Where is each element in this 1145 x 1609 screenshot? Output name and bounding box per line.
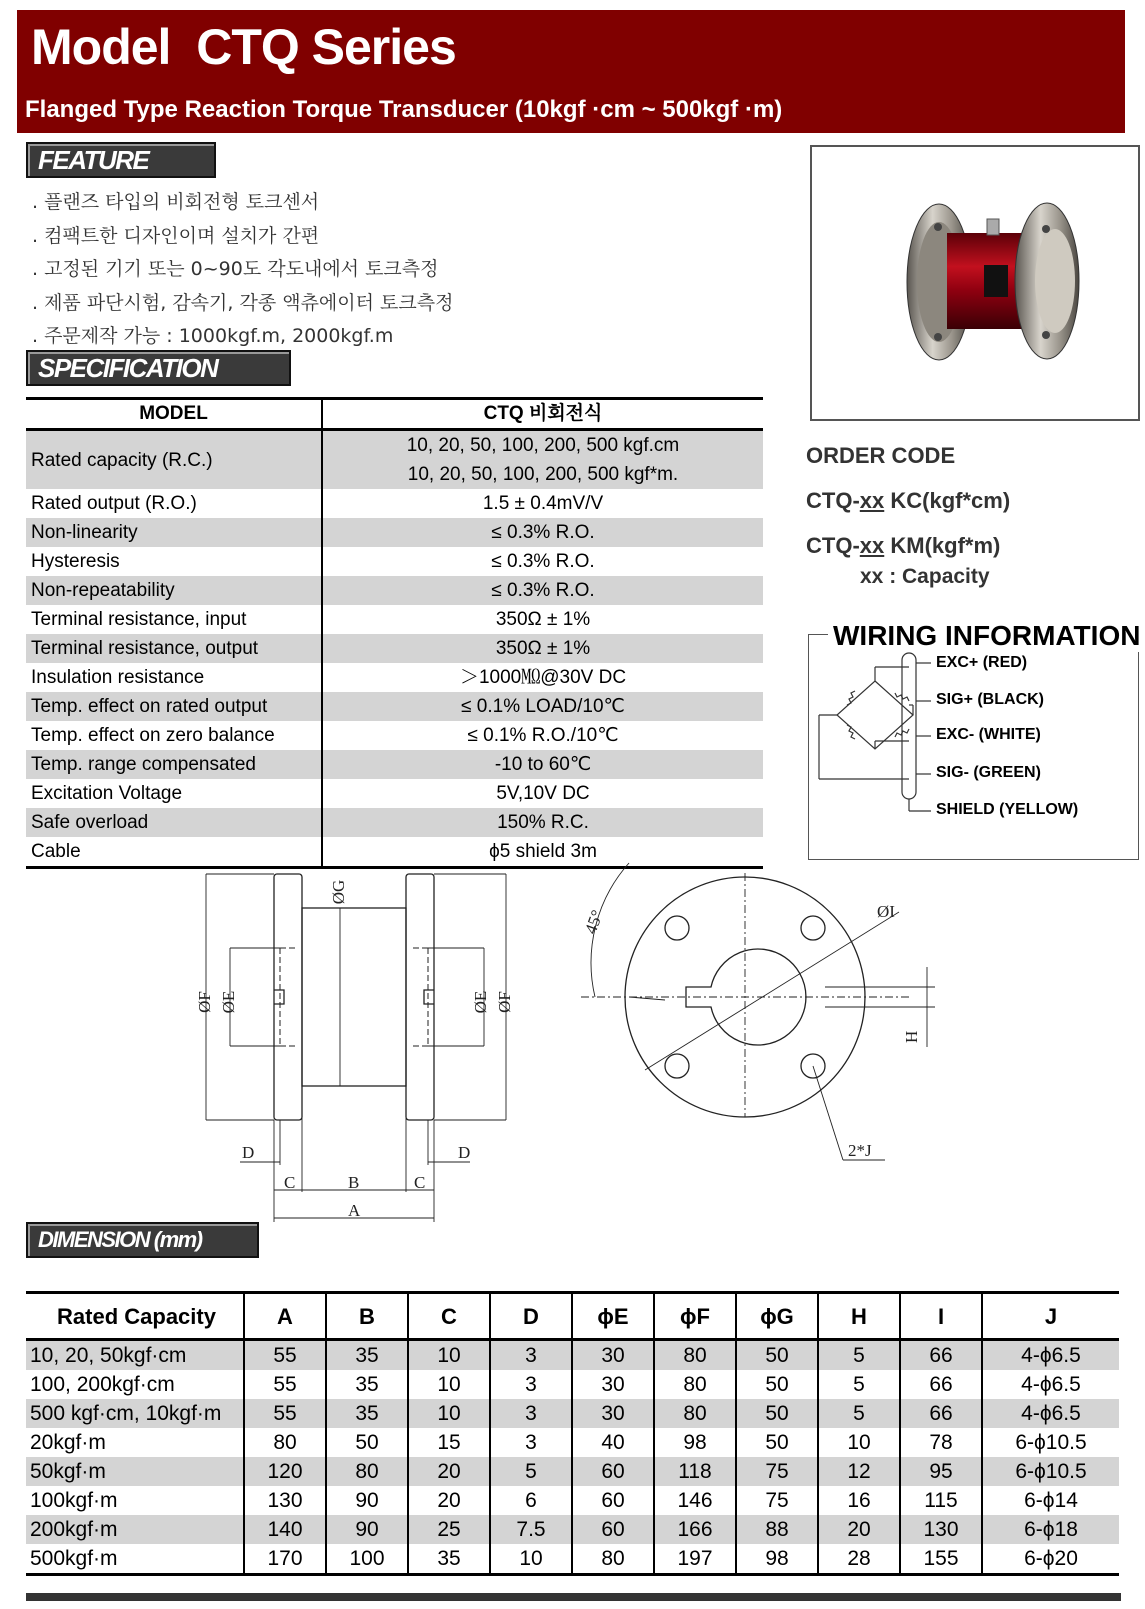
label-c-right: C bbox=[414, 1173, 426, 1192]
order-code-kc bbox=[806, 488, 1010, 514]
order-code-prefix: CTQ- bbox=[806, 488, 860, 513]
dimension-cell: 28 bbox=[818, 1544, 900, 1575]
dimension-cell: 20 bbox=[818, 1515, 900, 1544]
feature-item: . 고정된 기기 또는 0~90도 각도내에서 토크측정 bbox=[32, 258, 439, 280]
dimension-cell: 88 bbox=[736, 1515, 818, 1544]
spec-label: Safe overload bbox=[26, 808, 322, 837]
dimension-cell: 5 bbox=[818, 1340, 900, 1371]
dimension-cell: 10 bbox=[408, 1370, 490, 1399]
dimension-row bbox=[26, 1428, 1119, 1457]
dimension-cell: 25 bbox=[408, 1515, 490, 1544]
dimension-cell: 10 bbox=[408, 1399, 490, 1428]
dimension-cell: 12 bbox=[818, 1457, 900, 1486]
dimension-cell: 6-ϕ10.5 bbox=[982, 1457, 1119, 1486]
dimension-cell: 66 bbox=[900, 1370, 982, 1399]
spec-value: ϕ5 shield 3m bbox=[322, 837, 763, 868]
dimension-cell: 90 bbox=[326, 1486, 408, 1515]
dimension-cell: 118 bbox=[654, 1457, 736, 1486]
dimension-row bbox=[26, 1457, 1119, 1486]
spec-label: Rated output (R.O.) bbox=[31, 493, 197, 514]
dimension-cell: 6-ϕ14 bbox=[982, 1486, 1119, 1515]
dimension-header-cell: H bbox=[818, 1293, 900, 1340]
spec-table bbox=[26, 397, 763, 869]
specification-heading: SPECIFICATION bbox=[26, 350, 291, 386]
spec-label: Hysteresis bbox=[31, 551, 120, 572]
order-code-km bbox=[806, 533, 1000, 559]
bottom-rule bbox=[26, 1593, 1121, 1601]
dimension-cell: 35 bbox=[326, 1370, 408, 1399]
dimension-cell: 4-ϕ6.5 bbox=[982, 1340, 1119, 1371]
dimension-cell: 55 bbox=[244, 1370, 326, 1399]
wire-shield: SHIELD (YELLOW) bbox=[936, 801, 1079, 818]
label-c-left: C bbox=[284, 1173, 296, 1192]
feature-list bbox=[32, 186, 453, 354]
label-d-right: D bbox=[458, 1143, 471, 1162]
dimension-cell: 90 bbox=[326, 1515, 408, 1544]
dimension-cell: 98 bbox=[736, 1544, 818, 1575]
dimension-cell: 78 bbox=[900, 1428, 982, 1457]
spec-label: Temp. effect on zero balance bbox=[31, 725, 275, 746]
dimension-row bbox=[26, 1340, 1119, 1371]
dimension-cell: 20 bbox=[408, 1486, 490, 1515]
dimension-cell: 130 bbox=[900, 1515, 982, 1544]
dimension-cell: 50 bbox=[736, 1428, 818, 1457]
dimension-cell: 140 bbox=[244, 1515, 326, 1544]
dimension-cell: 10 bbox=[490, 1544, 572, 1575]
dimension-cell: 130 bbox=[244, 1486, 326, 1515]
dimension-table bbox=[26, 1291, 1119, 1576]
spec-header-value: CTQ 비회전식 bbox=[322, 399, 763, 430]
dimension-cell: 170 bbox=[244, 1544, 326, 1575]
spec-row bbox=[26, 634, 763, 663]
feature-item: . 플랜즈 타입의 비회전형 토크센서 bbox=[32, 191, 320, 213]
product-photo bbox=[810, 145, 1140, 421]
dimension-cell: 98 bbox=[654, 1428, 736, 1457]
dimension-cell: 80 bbox=[654, 1370, 736, 1399]
dimension-cell: 80 bbox=[654, 1340, 736, 1371]
label-f-left: ØF bbox=[195, 991, 214, 1013]
dimension-cell: 10, 20, 50kgf·cm bbox=[26, 1340, 244, 1371]
spec-row bbox=[26, 721, 763, 750]
spec-value: 1.5 ± 0.4mV/V bbox=[322, 489, 763, 518]
order-code-prefix: CTQ- bbox=[806, 533, 860, 558]
dimension-cell: 80 bbox=[244, 1428, 326, 1457]
label-d-left: D bbox=[242, 1143, 255, 1162]
label-g: ØG bbox=[329, 879, 348, 905]
dimension-cell: 500kgf·m bbox=[26, 1544, 244, 1575]
dimension-cell: 7.5 bbox=[490, 1515, 572, 1544]
dimension-heading: DIMENSION (mm) bbox=[26, 1222, 259, 1258]
dimension-cell: 100, 200kgf·cm bbox=[30, 1373, 175, 1396]
order-code-suffix: KC(kgf*cm) bbox=[884, 488, 1011, 513]
torque-transducer-image bbox=[812, 147, 1138, 419]
dimension-cell: 100kgf·m bbox=[30, 1489, 118, 1512]
label-angle: 45° bbox=[580, 907, 607, 937]
feature-item: . 주문제작 가능 : 1000kgf.m, 2000kgf.m bbox=[32, 325, 394, 347]
side-view-drawing bbox=[180, 860, 540, 1230]
wire-sig-plus: SIG+ (BLACK) bbox=[936, 691, 1044, 708]
dimension-cell: 6-ϕ20 bbox=[982, 1544, 1119, 1575]
dimension-header-cell: ϕG bbox=[736, 1293, 818, 1340]
spec-value: 350Ω ± 1% bbox=[322, 605, 763, 634]
spec-label: Rated capacity (R.C.) bbox=[26, 430, 322, 490]
spec-row bbox=[26, 663, 763, 692]
order-code-suffix: KM(kgf*m) bbox=[884, 533, 1001, 558]
dimension-cell: 50 bbox=[736, 1340, 818, 1371]
spec-header-model: MODEL bbox=[26, 399, 322, 430]
dimension-header-cell: ϕF bbox=[654, 1293, 736, 1340]
dimension-cell: 50kgf·m bbox=[26, 1457, 244, 1486]
dimension-cell: 10 bbox=[408, 1340, 490, 1371]
spec-value: 150% R.C. bbox=[322, 808, 763, 837]
dimension-header-cell: I bbox=[900, 1293, 982, 1340]
spec-row bbox=[26, 547, 763, 576]
dimension-cell: 55 bbox=[244, 1340, 326, 1371]
label-f-right: ØF bbox=[495, 991, 514, 1013]
dimension-cell: 3 bbox=[490, 1399, 572, 1428]
label-i: ØI bbox=[877, 902, 895, 921]
dimension-cell: 60 bbox=[572, 1515, 654, 1544]
spec-label: Cable bbox=[26, 837, 322, 868]
dimension-header-cell: B bbox=[326, 1293, 408, 1340]
dimension-header-cell: ϕE bbox=[572, 1293, 654, 1340]
spec-label: Temp. range compensated bbox=[26, 750, 322, 779]
label-h: H bbox=[902, 1030, 921, 1043]
dimension-cell: 3 bbox=[490, 1428, 572, 1457]
dimension-row bbox=[26, 1399, 1119, 1428]
dimension-cell: 166 bbox=[654, 1515, 736, 1544]
dimension-cell: 3 bbox=[490, 1340, 572, 1371]
label-a: A bbox=[348, 1201, 361, 1220]
dimension-cell: 10 bbox=[818, 1428, 900, 1457]
page-subtitle: Flanged Type Reaction Torque Transducer (10kgf ·cm ~ 500kgf ·m) bbox=[25, 96, 783, 123]
spec-label: Non-repeatability bbox=[26, 576, 322, 605]
spec-value: -10 to 60℃ bbox=[322, 750, 763, 779]
wiring-heading: WIRING INFORMATION bbox=[828, 620, 1145, 652]
dimension-cell: 100 bbox=[326, 1544, 408, 1575]
spec-label: Terminal resistance, output bbox=[26, 634, 322, 663]
wire-exc-plus: EXC+ (RED) bbox=[936, 654, 1028, 671]
wire-sig-minus: SIG- (GREEN) bbox=[936, 764, 1041, 781]
dimension-header-cell: J bbox=[982, 1293, 1119, 1340]
spec-value: ≤ 0.3% R.O. bbox=[322, 518, 763, 547]
dimension-header-cell: C bbox=[408, 1293, 490, 1340]
label-b: B bbox=[348, 1173, 360, 1192]
spec-value: ≤ 0.3% R.O. bbox=[322, 576, 763, 605]
order-code-heading: ORDER CODE bbox=[806, 443, 956, 468]
dimension-cell: 80 bbox=[572, 1544, 654, 1575]
dimension-cell: 5 bbox=[818, 1370, 900, 1399]
dimension-cell: 55 bbox=[244, 1399, 326, 1428]
dimension-cell: 75 bbox=[736, 1486, 818, 1515]
spec-label: Non-linearity bbox=[26, 518, 322, 547]
spec-value: ≤ 0.3% R.O. bbox=[322, 547, 763, 576]
spec-value: ≤ 0.1% LOAD/10℃ bbox=[322, 692, 763, 721]
dimension-cell: 66 bbox=[900, 1399, 982, 1428]
order-code-note: xx : Capacity bbox=[860, 565, 990, 588]
spec-label: Insulation resistance bbox=[31, 667, 205, 688]
dimension-cell: 155 bbox=[900, 1544, 982, 1575]
dimension-cell: 60 bbox=[572, 1486, 654, 1515]
spec-row bbox=[26, 518, 763, 547]
spec-value-line1: 10, 20, 50, 100, 200, 500 kgf.cm bbox=[406, 435, 680, 456]
dimension-header-cell: Rated Capacity bbox=[26, 1293, 244, 1340]
spec-row bbox=[26, 779, 763, 808]
dimension-cell: 3 bbox=[490, 1370, 572, 1399]
spec-row-rated-capacity bbox=[26, 430, 763, 490]
dimension-row bbox=[26, 1544, 1119, 1575]
dimension-row bbox=[26, 1515, 1119, 1544]
dimension-cell: 120 bbox=[244, 1457, 326, 1486]
order-code-xx: xx bbox=[859, 533, 885, 558]
spec-value: ≤ 0.1% R.O./10℃ bbox=[322, 721, 763, 750]
dimension-cell: 60 bbox=[572, 1457, 654, 1486]
dimension-cell: 50 bbox=[736, 1399, 818, 1428]
spec-row bbox=[26, 576, 763, 605]
label-j: 2*J bbox=[848, 1141, 872, 1160]
spec-row bbox=[26, 692, 763, 721]
dimension-cell: 200kgf·m bbox=[26, 1515, 244, 1544]
dimension-cell: 66 bbox=[900, 1340, 982, 1371]
dimension-cell: 75 bbox=[736, 1457, 818, 1486]
feature-item: . 제품 파단시험, 감속기, 각종 액츄에이터 토크측정 bbox=[32, 291, 454, 314]
dimension-header-cell: D bbox=[490, 1293, 572, 1340]
spec-value bbox=[322, 430, 763, 490]
label-e-right: ØE bbox=[471, 990, 490, 1014]
spec-header-row bbox=[26, 399, 763, 430]
dimension-cell: 5 bbox=[818, 1399, 900, 1428]
dimension-row bbox=[26, 1370, 1119, 1399]
dimension-cell: 50 bbox=[736, 1370, 818, 1399]
dimension-cell: 197 bbox=[654, 1544, 736, 1575]
dimension-cell: 35 bbox=[408, 1544, 490, 1575]
feature-heading: FEATURE bbox=[26, 142, 216, 178]
feature-item: . 컴팩트한 디자인이며 설치가 간편 bbox=[32, 224, 320, 247]
spec-label: Excitation Voltage bbox=[31, 783, 183, 804]
spec-row bbox=[26, 605, 763, 634]
dimension-cell: 4-ϕ6.5 bbox=[982, 1370, 1119, 1399]
dimension-header-cell: A bbox=[244, 1293, 326, 1340]
dimension-cell: 80 bbox=[326, 1457, 408, 1486]
dimension-cell: 6 bbox=[490, 1486, 572, 1515]
dimension-cell: 35 bbox=[326, 1340, 408, 1371]
front-view-drawing bbox=[575, 855, 960, 1195]
dimension-cell: 4-ϕ6.5 bbox=[982, 1399, 1119, 1428]
dimension-cell: 30 bbox=[572, 1370, 654, 1399]
spec-label: Temp. effect on rated output bbox=[26, 692, 322, 721]
order-code-xx: xx bbox=[859, 488, 885, 513]
dimension-header-row bbox=[26, 1293, 1119, 1340]
label-e-left: ØE bbox=[219, 990, 238, 1014]
spec-label: Terminal resistance, input bbox=[31, 609, 247, 630]
dimension-cell: 6-ϕ18 bbox=[982, 1515, 1119, 1544]
dimension-cell: 40 bbox=[572, 1428, 654, 1457]
dimension-cell: 35 bbox=[326, 1399, 408, 1428]
spec-row bbox=[26, 808, 763, 837]
spec-value-line2: 10, 20, 50, 100, 200, 500 kgf*m. bbox=[407, 464, 679, 485]
spec-value: 5V,10V DC bbox=[322, 779, 763, 808]
dimension-cell: 20kgf·m bbox=[30, 1431, 106, 1454]
spec-row bbox=[26, 750, 763, 779]
dimension-cell: 500 kgf·cm, 10kgf·m bbox=[26, 1399, 244, 1428]
dimension-cell: 30 bbox=[572, 1399, 654, 1428]
dimension-cell: 6-ϕ10.5 bbox=[982, 1428, 1119, 1457]
page-title: Model CTQ Series bbox=[31, 19, 456, 75]
spec-value: ＞1000㏁@30V DC bbox=[322, 663, 763, 692]
dimension-cell: 80 bbox=[654, 1399, 736, 1428]
dimension-cell: 50 bbox=[326, 1428, 408, 1457]
dimension-cell: 15 bbox=[408, 1428, 490, 1457]
spec-value: 350Ω ± 1% bbox=[322, 634, 763, 663]
dimension-cell: 30 bbox=[572, 1340, 654, 1371]
dimension-cell: 5 bbox=[490, 1457, 572, 1486]
spec-row bbox=[26, 489, 763, 518]
dimension-cell: 95 bbox=[900, 1457, 982, 1486]
dimension-cell: 115 bbox=[900, 1486, 982, 1515]
dimension-cell: 146 bbox=[654, 1486, 736, 1515]
dimension-row bbox=[26, 1486, 1119, 1515]
title-banner bbox=[17, 10, 1125, 133]
dimension-cell: 16 bbox=[818, 1486, 900, 1515]
dimension-cell: 20 bbox=[408, 1457, 490, 1486]
wire-exc-minus: EXC- (WHITE) bbox=[936, 726, 1041, 743]
